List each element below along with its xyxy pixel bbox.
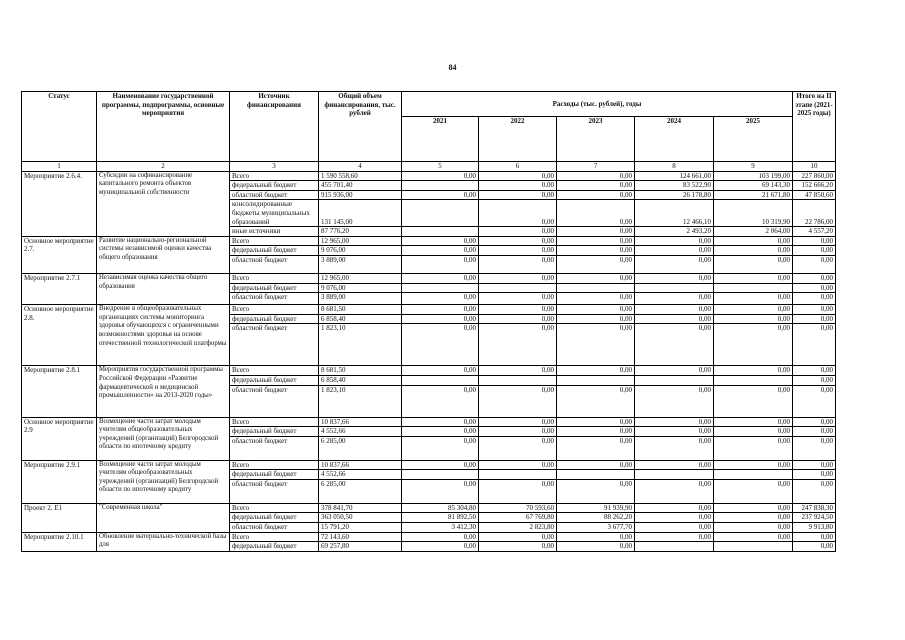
row-value: 0,00: [557, 532, 635, 542]
row-name: Возмещение части затрат молодым учителям общеобразовательных учреждений (организаций) Белгородской области по ипотечному кредиту: [97, 417, 230, 460]
column-number: 7: [557, 162, 635, 172]
row-value: 0,00: [479, 200, 557, 227]
row-value: 0,00: [479, 479, 557, 503]
row-value: [402, 470, 479, 480]
row-value: 0,00: [557, 417, 635, 427]
row-value: 4 552,66: [319, 470, 402, 480]
column-number: 1: [22, 162, 97, 172]
row-source: Всего: [230, 503, 319, 513]
row-value: 378 841,70: [319, 503, 402, 513]
row-value: 0,00: [793, 366, 836, 376]
row-value: [714, 542, 793, 552]
row-value: 0,00: [793, 470, 836, 480]
row-value: 9 076,00: [319, 283, 402, 293]
row-name: Обновление материально-технической базы для: [97, 532, 230, 551]
row-value: 0,00: [714, 255, 793, 273]
row-value: 0,00: [714, 314, 793, 324]
row-value: 0,00: [557, 366, 635, 376]
row-source: областной бюджет: [230, 324, 319, 366]
row-value: 0,00: [479, 542, 557, 552]
row-value: 0,00: [714, 366, 793, 376]
row-value: 0,00: [635, 366, 714, 376]
row-value: 103 199,00: [714, 171, 793, 181]
row-value: 12 466,10: [635, 200, 714, 227]
header-source: Источник финансирования: [230, 92, 319, 162]
row-value: 0,00: [793, 283, 836, 293]
header-year: 2025: [714, 117, 793, 162]
row-value: 0,00: [635, 236, 714, 246]
column-number: 2: [97, 162, 230, 172]
row-value: 0,00: [635, 314, 714, 324]
row-value: 0,00: [402, 542, 479, 552]
row-value: 0,00: [793, 436, 836, 460]
row-value: [479, 375, 557, 385]
row-value: [402, 375, 479, 385]
row-value: [714, 283, 793, 293]
row-value: 0,00: [714, 532, 793, 542]
row-source: областной бюджет: [230, 436, 319, 460]
table-row: [22, 236, 836, 246]
row-value: 0,00: [402, 479, 479, 503]
table-row: [22, 273, 836, 283]
row-value: 0,00: [479, 366, 557, 376]
row-source: Всего: [230, 236, 319, 246]
row-value: 0,00: [793, 305, 836, 315]
row-value: 0,00: [793, 324, 836, 366]
row-value: 0,00: [557, 181, 635, 191]
row-value: 15 791,20: [319, 523, 402, 533]
row-source: федеральный бюджет: [230, 314, 319, 324]
header-total: Общий объем финансирования, тыс. рублей: [319, 92, 402, 162]
row-value: 91 939,90: [557, 503, 635, 513]
row-value: 0,00: [557, 305, 635, 315]
row-name: Внедрение в общеобразовательных организациях системы мониторинга здоровья обучающихся с ограниченными возможностями здоровья на основе отечественной технологической платформы: [97, 305, 230, 366]
row-value: 0,00: [402, 255, 479, 273]
row-value: 0,00: [402, 324, 479, 366]
row-value: 0,00: [635, 246, 714, 256]
row-value: 0,00: [479, 171, 557, 181]
row-value: 363 050,50: [319, 513, 402, 523]
row-value: 0,00: [635, 523, 714, 533]
row-value: 0,00: [635, 255, 714, 273]
row-value: 0,00: [479, 293, 557, 305]
row-value: 2 064,00: [714, 227, 793, 237]
row-source: федеральный бюджет: [230, 427, 319, 437]
row-value: 0,00: [557, 460, 635, 470]
row-value: 0,00: [635, 385, 714, 417]
row-value: 0,00: [793, 427, 836, 437]
row-value: 0,00: [714, 460, 793, 470]
row-value: 0,00: [402, 171, 479, 181]
row-value: 0,00: [479, 305, 557, 315]
row-value: 0,00: [714, 417, 793, 427]
row-value: [402, 200, 479, 227]
row-value: [557, 283, 635, 293]
column-number: 5: [402, 162, 479, 172]
row-value: [635, 542, 714, 552]
row-value: 0,00: [635, 460, 714, 470]
row-value: 0,00: [635, 427, 714, 437]
row-value: 0,00: [557, 324, 635, 366]
row-value: [557, 470, 635, 480]
row-value: [557, 375, 635, 385]
row-value: 0,00: [479, 385, 557, 417]
row-value: 0,00: [402, 417, 479, 427]
row-source: федеральный бюджет: [230, 542, 319, 552]
row-value: 0,00: [635, 273, 714, 283]
row-value: 69 143,30: [714, 181, 793, 191]
row-value: 0,00: [793, 246, 836, 256]
row-name: "Современная школа": [97, 503, 230, 532]
row-source: Всего: [230, 417, 319, 427]
row-value: 0,00: [479, 190, 557, 200]
row-value: 0,00: [714, 305, 793, 315]
row-status: Мероприятие 2.10.1: [22, 532, 97, 551]
row-value: 0,00: [479, 255, 557, 273]
header-year: 2021: [402, 117, 479, 162]
row-value: 47 850,60: [793, 190, 836, 200]
row-value: 152 666,20: [793, 181, 836, 191]
row-source: Всего: [230, 532, 319, 542]
row-value: 0,00: [793, 460, 836, 470]
table-row: [22, 171, 836, 181]
row-value: 3 889,00: [319, 255, 402, 273]
column-number-row: [22, 162, 836, 172]
row-source: федеральный бюджет: [230, 246, 319, 256]
row-value: 0,00: [479, 273, 557, 283]
row-value: 0,00: [402, 305, 479, 315]
row-source: областной бюджет: [230, 523, 319, 533]
column-number: 4: [319, 162, 402, 172]
row-value: 0,00: [479, 427, 557, 437]
row-value: 21 671,80: [714, 190, 793, 200]
row-name: Мероприятия государственной программы Российской Федерации «Развитие фармацевтической и медицинской промышленности» на 2013-2020 годы»: [97, 366, 230, 417]
row-source: федеральный бюджет: [230, 470, 319, 480]
row-value: 0,00: [402, 293, 479, 305]
row-value: 0,00: [635, 305, 714, 315]
row-name: Независимая оценка качества общего образования: [97, 273, 230, 304]
table-row: [22, 460, 836, 470]
row-value: 131 145,00: [319, 200, 402, 227]
row-value: 0,00: [635, 417, 714, 427]
row-value: 0,00: [557, 255, 635, 273]
row-status: Проект 2. Е1: [22, 503, 97, 532]
row-source: консолидированные бюджеты муниципальных образований: [230, 200, 319, 227]
row-status: Основное мероприятие 2.9: [22, 417, 97, 460]
row-value: 9 913,80: [793, 523, 836, 533]
row-value: 70 593,60: [479, 503, 557, 513]
page-number: 84: [448, 63, 457, 72]
row-source: Всего: [230, 366, 319, 376]
row-value: 0,00: [714, 513, 793, 523]
row-value: 0,00: [793, 255, 836, 273]
row-value: 0,00: [557, 273, 635, 283]
row-value: 0,00: [793, 273, 836, 283]
header-year: 2024: [635, 117, 714, 162]
header-expenses: Расходы (тыс. рублей), годы: [402, 92, 793, 117]
row-value: [479, 470, 557, 480]
row-value: [714, 470, 793, 480]
row-value: 0,00: [714, 503, 793, 513]
row-value: 12 965,00: [319, 273, 402, 283]
table-row: [22, 532, 836, 542]
table-row: [22, 366, 836, 376]
row-status: Мероприятие 2.9.1: [22, 460, 97, 503]
row-name: Субсидии на софинансирование капитального ремонта объектов муниципальной собственности: [97, 171, 230, 236]
row-value: 0,00: [402, 273, 479, 283]
row-value: 8 681,50: [319, 305, 402, 315]
row-value: 0,00: [402, 385, 479, 417]
row-value: 0,00: [557, 246, 635, 256]
row-value: 85 304,80: [402, 503, 479, 513]
row-value: 10 837,66: [319, 460, 402, 470]
row-value: 6 285,00: [319, 436, 402, 460]
row-value: 0,00: [557, 190, 635, 200]
column-number: 9: [714, 162, 793, 172]
row-status: Основное мероприятие 2.8.: [22, 305, 97, 366]
row-value: 0,00: [402, 236, 479, 246]
table-row: [22, 305, 836, 315]
row-value: 22 786,00: [793, 200, 836, 227]
row-value: 124 661,00: [635, 171, 714, 181]
row-value: 0,00: [479, 532, 557, 542]
row-value: 0,00: [557, 427, 635, 437]
row-value: 0,00: [557, 227, 635, 237]
row-value: [402, 283, 479, 293]
row-value: 1 823,10: [319, 324, 402, 366]
header-name: Наименование государственной программы, подпрограммы, основные мероприятия: [97, 92, 230, 162]
row-value: 0,00: [793, 385, 836, 417]
row-value: 0,00: [557, 171, 635, 181]
row-value: 0,00: [793, 542, 836, 552]
row-value: 0,00: [714, 436, 793, 460]
row-value: 88 262,20: [557, 513, 635, 523]
row-value: 6 285,00: [319, 479, 402, 503]
row-value: 3 412,30: [402, 523, 479, 533]
row-source: областной бюджет: [230, 293, 319, 305]
row-source: областной бюджет: [230, 190, 319, 200]
row-source: Всего: [230, 273, 319, 283]
row-value: 0,00: [402, 427, 479, 437]
row-value: 9 076,00: [319, 246, 402, 256]
row-value: 0,00: [402, 190, 479, 200]
row-value: 0,00: [793, 532, 836, 542]
row-status: Мероприятие 2.7.1: [22, 273, 97, 304]
row-value: 0,00: [635, 324, 714, 366]
budget-table: [21, 91, 836, 552]
row-value: 26 178,80: [635, 190, 714, 200]
row-value: 0,00: [557, 293, 635, 305]
row-value: 0,00: [793, 293, 836, 305]
header-year: 2022: [479, 117, 557, 162]
column-number: 8: [635, 162, 714, 172]
row-value: 455 701,40: [319, 181, 402, 191]
header-status: Статус: [22, 92, 97, 162]
row-value: 0,00: [635, 436, 714, 460]
row-value: 0,00: [479, 314, 557, 324]
row-value: 0,00: [635, 513, 714, 523]
row-value: [635, 375, 714, 385]
column-number: 10: [793, 162, 836, 172]
row-value: 2 823,80: [479, 523, 557, 533]
header-year: 2023: [557, 117, 635, 162]
row-value: [714, 375, 793, 385]
row-source: областной бюджет: [230, 385, 319, 417]
row-value: 227 860,00: [793, 171, 836, 181]
row-value: 0,00: [714, 273, 793, 283]
row-value: 0,00: [714, 236, 793, 246]
row-value: [635, 470, 714, 480]
row-value: 4 552,66: [319, 427, 402, 437]
row-value: 0,00: [714, 246, 793, 256]
row-status: Мероприятие 2.8.1: [22, 366, 97, 417]
row-value: 67 769,80: [479, 513, 557, 523]
row-value: 0,00: [557, 314, 635, 324]
row-value: 0,00: [793, 479, 836, 503]
row-value: 0,00: [402, 532, 479, 542]
row-value: 0,00: [714, 385, 793, 417]
column-number: 6: [479, 162, 557, 172]
row-source: федеральный бюджет: [230, 181, 319, 191]
row-value: 72 143,60: [319, 532, 402, 542]
row-name: Возмещение части затрат молодым учителям общеобразовательных учреждений (организаций) Белгородской области по ипотечному кредиту: [97, 460, 230, 503]
row-value: 0,00: [793, 314, 836, 324]
row-value: 0,00: [402, 366, 479, 376]
row-value: 1 590 558,60: [319, 171, 402, 181]
row-value: 0,00: [635, 503, 714, 513]
row-value: [479, 283, 557, 293]
row-value: 0,00: [479, 181, 557, 191]
row-value: 0,00: [402, 436, 479, 460]
row-value: 0,00: [635, 293, 714, 305]
row-value: 83 522,90: [635, 181, 714, 191]
row-value: [402, 227, 479, 237]
row-status: Основное мероприятие 2.7.: [22, 236, 97, 273]
row-value: 69 257,80: [319, 542, 402, 552]
row-value: 87 776,20: [319, 227, 402, 237]
row-source: Всего: [230, 171, 319, 181]
column-number: 3: [230, 162, 319, 172]
row-value: 10 319,90: [714, 200, 793, 227]
row-value: 0,00: [479, 417, 557, 427]
row-value: 0,00: [557, 200, 635, 227]
row-value: 10 837,66: [319, 417, 402, 427]
row-value: 0,00: [793, 417, 836, 427]
table-row: [22, 417, 836, 427]
row-source: Всего: [230, 305, 319, 315]
row-value: 0,00: [479, 227, 557, 237]
row-value: 0,00: [479, 460, 557, 470]
row-value: 0,00: [402, 314, 479, 324]
row-name: Развитие национально-региональной системы независимой оценки качества общего образования: [97, 236, 230, 273]
row-value: 915 936,00: [319, 190, 402, 200]
row-value: 0,00: [479, 436, 557, 460]
row-value: 0,00: [479, 246, 557, 256]
row-value: 0,00: [635, 479, 714, 503]
row-value: 1 823,10: [319, 385, 402, 417]
row-value: 247 838,30: [793, 503, 836, 513]
row-value: 0,00: [479, 324, 557, 366]
row-source: областной бюджет: [230, 255, 319, 273]
row-value: 3 677,70: [557, 523, 635, 533]
row-value: 0,00: [714, 324, 793, 366]
row-value: 0,00: [714, 523, 793, 533]
row-value: [635, 283, 714, 293]
row-value: 0,00: [557, 542, 635, 552]
row-source: иные источники: [230, 227, 319, 237]
row-value: 0,00: [402, 246, 479, 256]
row-value: 4 557,20: [793, 227, 836, 237]
row-source: Всего: [230, 460, 319, 470]
row-value: 237 924,50: [793, 513, 836, 523]
row-value: 6 858,40: [319, 375, 402, 385]
row-value: 0,00: [402, 460, 479, 470]
row-value: 3 889,00: [319, 293, 402, 305]
table-row: [22, 503, 836, 513]
row-value: 0,00: [557, 479, 635, 503]
header-stage-total: Итого на II этапе (2021-2025 годы): [793, 92, 836, 162]
row-value: 0,00: [714, 293, 793, 305]
row-value: 0,00: [714, 427, 793, 437]
row-value: 12 965,00: [319, 236, 402, 246]
row-value: 81 892,50: [402, 513, 479, 523]
row-status: Мероприятие 2.6.4.: [22, 171, 97, 236]
row-source: областной бюджет: [230, 479, 319, 503]
row-value: 0,00: [635, 532, 714, 542]
row-value: 8 681,50: [319, 366, 402, 376]
row-value: 0,00: [557, 385, 635, 417]
row-source: федеральный бюджет: [230, 375, 319, 385]
row-value: 0,00: [557, 436, 635, 460]
row-value: 0,00: [793, 236, 836, 246]
row-source: федеральный бюджет: [230, 283, 319, 293]
row-value: 0,00: [793, 375, 836, 385]
row-value: 6 858,40: [319, 314, 402, 324]
row-value: 0,00: [714, 479, 793, 503]
row-value: 0,00: [479, 236, 557, 246]
row-source: федеральный бюджет: [230, 513, 319, 523]
row-value: 2 493,20: [635, 227, 714, 237]
row-value: 0,00: [557, 236, 635, 246]
row-value: [402, 181, 479, 191]
